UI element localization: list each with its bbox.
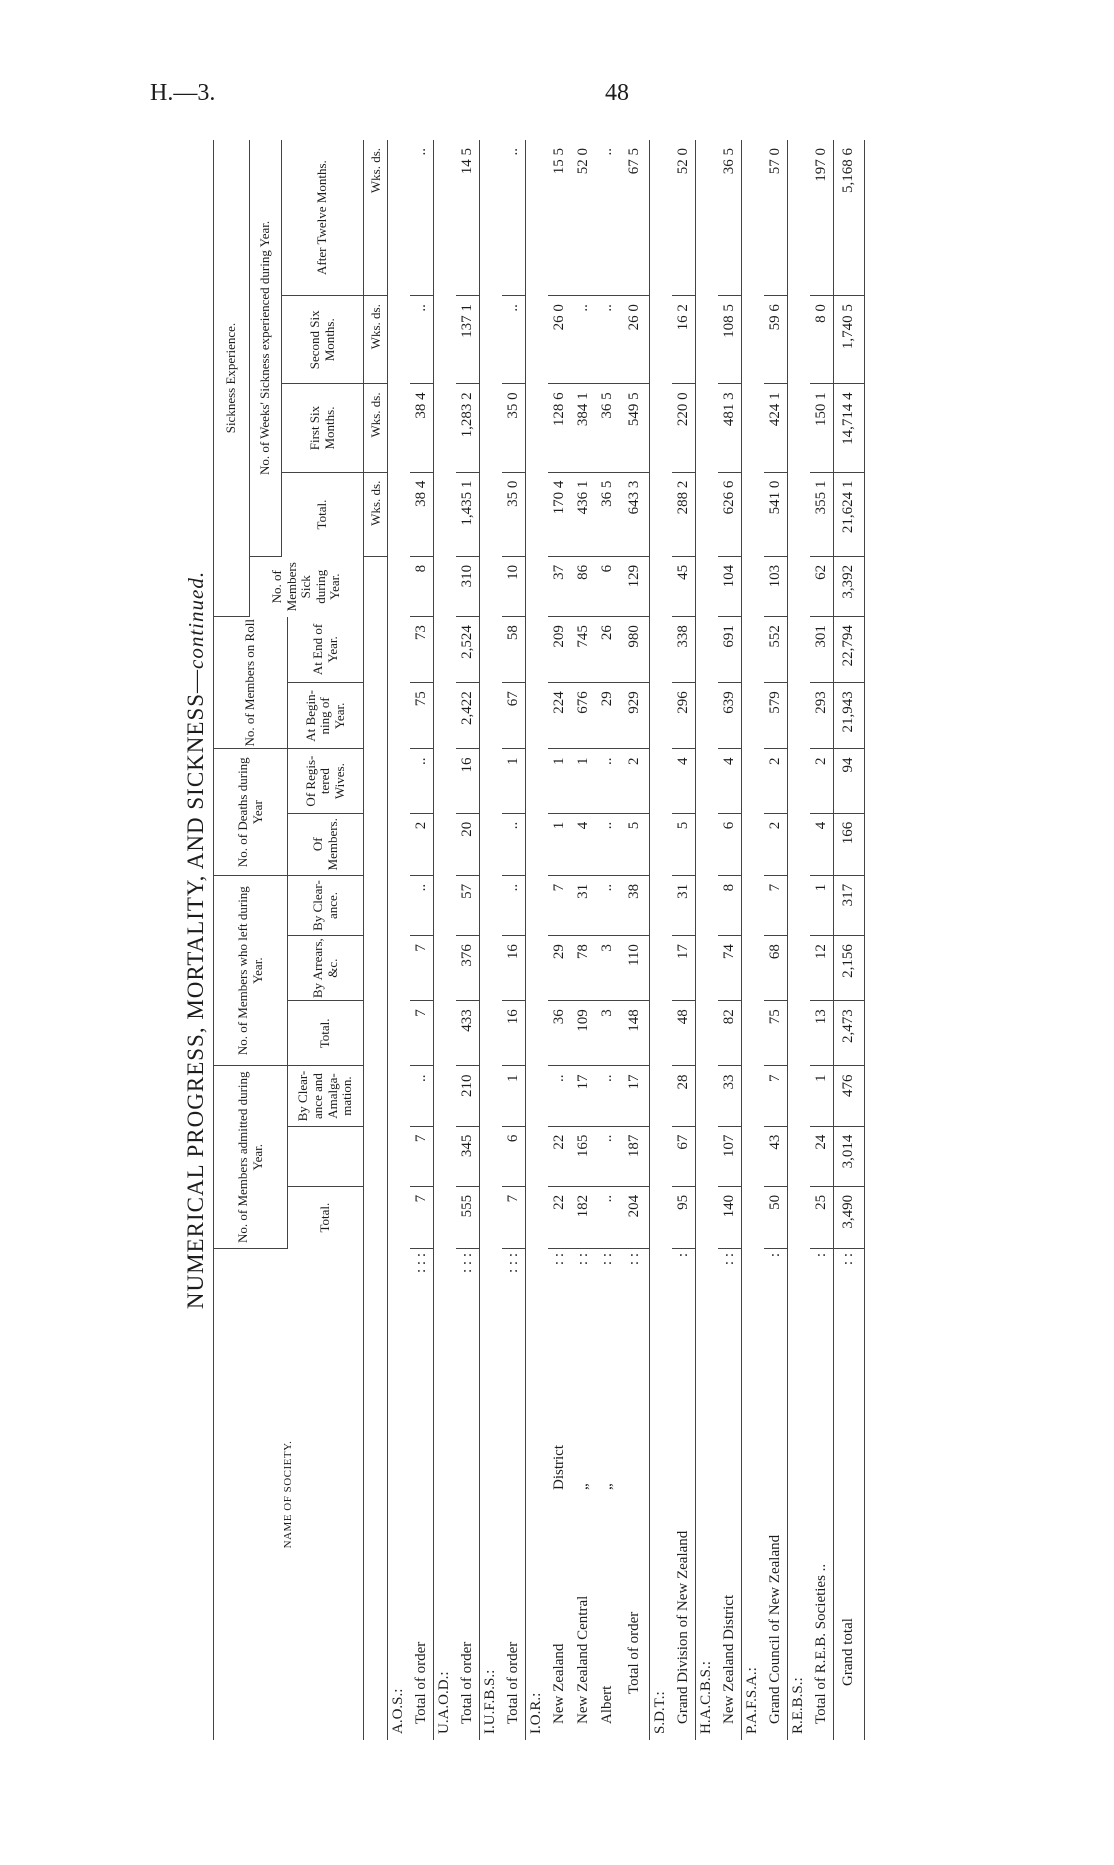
- cell-weeks-second: ..: [502, 296, 526, 384]
- col-deaths-members: Of Members.: [288, 813, 364, 875]
- cell-weeks-first: 481 3: [718, 384, 742, 472]
- table-body: [364, 140, 865, 1740]
- cell-admitted-clearance: ..: [596, 1066, 620, 1126]
- group-heading: I.U.F.B.S.:: [480, 140, 502, 1740]
- cell-admitted-clearance: 1: [502, 1066, 526, 1126]
- cell-weeks-first: 36 5: [596, 384, 620, 472]
- table-row: [502, 140, 526, 1740]
- col-sick-header: No. of Members Sick during Year.: [250, 556, 364, 616]
- cell-sick: 310: [456, 556, 480, 616]
- table-row: [548, 140, 572, 1740]
- table-row: [572, 140, 596, 1740]
- cell-sick: 104: [718, 556, 742, 616]
- group-heading-row: [788, 140, 810, 1740]
- cell-left-arrears: 3: [596, 936, 620, 1001]
- cell-deaths-wives: 16: [456, 749, 480, 813]
- col-wk-total: Total.: [282, 472, 364, 556]
- cell-weeks-total: 626 6: [718, 472, 742, 556]
- cell-roll-end: 2,524: [456, 617, 480, 683]
- cell-left-clearance: 7: [548, 875, 572, 935]
- cell-weeks-total: 21,624 1: [834, 472, 864, 556]
- cell-admitted-total: 25: [810, 1186, 834, 1248]
- cell-weeks-after: ..: [596, 140, 620, 296]
- cell-roll-begin: 293: [810, 683, 834, 749]
- page-code: H.—3.: [150, 80, 216, 106]
- table-spacer-row: [864, 140, 865, 1740]
- cell-deaths-wives: 1: [548, 749, 572, 813]
- row-leader: :: [674, 1253, 691, 1258]
- cell-left-total: 7: [410, 1001, 434, 1066]
- row-name: [502, 1249, 526, 1741]
- table-row: [672, 140, 696, 1740]
- col-roll-begin: At Begin-ning of Year.: [288, 683, 364, 749]
- group-heading: R.E.B.S.:: [788, 140, 810, 1740]
- page-number: 48: [605, 80, 629, 106]
- group-heading: P.A.F.S.A.:: [742, 140, 764, 1740]
- cell-admitted-initiation: 345: [456, 1126, 480, 1186]
- cell-admitted-clearance: 476: [834, 1066, 864, 1126]
- cell-roll-end: 209: [548, 617, 572, 683]
- row-leader: : : :: [458, 1253, 475, 1274]
- col-wk-second: Second Six Months.: [282, 296, 364, 384]
- row-name-text: New Zealand District: [720, 1594, 737, 1724]
- units-row: [364, 140, 388, 1740]
- cell-left-total: 3: [596, 1001, 620, 1066]
- col-admitted-group: No. of Members admitted during Year.: [214, 1066, 288, 1249]
- cell-left-total: 16: [502, 1001, 526, 1066]
- units-spacer: [364, 556, 388, 1740]
- cell-deaths-wives: 2: [620, 749, 650, 813]
- cell-roll-end: 745: [572, 617, 596, 683]
- row-name: [810, 1249, 834, 1741]
- cell-deaths-members: 5: [672, 813, 696, 875]
- cell-left-clearance: 1: [810, 875, 834, 935]
- units-cell: Wks. ds.: [364, 140, 388, 296]
- cell-sick: 62: [810, 556, 834, 616]
- cell-admitted-total: 7: [410, 1186, 434, 1248]
- cell-left-arrears: 16: [502, 936, 526, 1001]
- cell-weeks-total: 38 4: [410, 472, 434, 556]
- cell-weeks-total: 436 1: [572, 472, 596, 556]
- cell-roll-end: 552: [764, 617, 788, 683]
- row-name: [764, 1249, 788, 1741]
- cell-admitted-clearance: 17: [620, 1066, 650, 1126]
- cell-weeks-after: 15 5: [548, 140, 572, 296]
- cell-weeks-second: ..: [410, 296, 434, 384]
- cell-weeks-second: 26 0: [548, 296, 572, 384]
- cell-weeks-after: 57 0: [764, 140, 788, 296]
- row-name: [718, 1249, 742, 1741]
- cell-sick: 45: [672, 556, 696, 616]
- row-leader: :: [812, 1253, 829, 1258]
- cell-left-arrears: 12: [810, 936, 834, 1001]
- cell-weeks-after: 52 0: [672, 140, 696, 296]
- col-wk-after: After Twelve Months.: [282, 140, 364, 296]
- cell-left-clearance: ..: [502, 875, 526, 935]
- cell-deaths-members: 4: [572, 813, 596, 875]
- cell-sick: 37: [548, 556, 572, 616]
- group-heading-row: [650, 140, 672, 1740]
- cell-admitted-initiation: 6: [502, 1126, 526, 1186]
- row-name: [596, 1249, 620, 1741]
- cell-deaths-members: 1: [548, 813, 572, 875]
- row-name-text: New Zealand Central: [575, 1595, 591, 1724]
- cell-deaths-wives: ..: [410, 749, 434, 813]
- cell-admitted-total: 555: [456, 1186, 480, 1248]
- cell-deaths-wives: 94: [834, 749, 864, 813]
- group-heading: S.D.T.:: [650, 140, 672, 1740]
- group-heading-row: [480, 140, 502, 1740]
- cell-left-total: 148: [620, 1001, 650, 1066]
- cell-weeks-second: 8 0: [810, 296, 834, 384]
- col-deaths-group: No. of Deaths during Year: [214, 749, 288, 875]
- col-roll-end: At End of Year.: [288, 617, 364, 683]
- row-leader: : :: [840, 1253, 857, 1266]
- title-continued: continued.: [184, 570, 208, 669]
- cell-weeks-after: 52 0: [572, 140, 596, 296]
- cell-deaths-members: 4: [810, 813, 834, 875]
- cell-admitted-clearance: 1: [810, 1066, 834, 1126]
- cell-admitted-clearance: 28: [672, 1066, 696, 1126]
- row-leader: :: [766, 1253, 783, 1258]
- cell-left-clearance: 8: [718, 875, 742, 935]
- cell-admitted-initiation: 3,014: [834, 1126, 864, 1186]
- row-name-text: Grand Division of New Zealand: [674, 1530, 691, 1724]
- group-heading-row: [434, 140, 456, 1740]
- cell-roll-begin: 929: [620, 683, 650, 749]
- cell-left-arrears: 74: [718, 936, 742, 1001]
- cell-sick: 6: [596, 556, 620, 616]
- cell-sick: 10: [502, 556, 526, 616]
- cell-left-clearance: 31: [572, 875, 596, 935]
- title-main: NUMERICAL PROGRESS, MORTALITY, AND SICKNESS—: [183, 668, 208, 1310]
- col-admitted-clearance: By Clear-ance and Amalga-mation.: [288, 1066, 364, 1126]
- cell-admitted-clearance: 17: [572, 1066, 596, 1126]
- cell-weeks-total: 1,435 1: [456, 472, 480, 556]
- cell-deaths-members: ..: [502, 813, 526, 875]
- col-left-total: Total.: [288, 1001, 364, 1066]
- row-leader: : :: [625, 1253, 642, 1266]
- group-heading-row: [742, 140, 764, 1740]
- cell-roll-begin: 676: [572, 683, 596, 749]
- cell-weeks-second: 137 1: [456, 296, 480, 384]
- cell-left-arrears: 2,156: [834, 936, 864, 1001]
- table-spacer: [864, 140, 865, 1740]
- cell-roll-end: 22,794: [834, 617, 864, 683]
- table-row: [764, 140, 788, 1740]
- cell-left-arrears: 7: [410, 936, 434, 1001]
- col-deaths-wives: Of Regis-tered Wives.: [288, 749, 364, 813]
- cell-weeks-after: 197 0: [810, 140, 834, 296]
- units-cell: Wks. ds.: [364, 472, 388, 556]
- cell-deaths-wives: 4: [718, 749, 742, 813]
- cell-weeks-after: 14 5: [456, 140, 480, 296]
- group-heading-row: [526, 140, 548, 1740]
- cell-left-clearance: 7: [764, 875, 788, 935]
- units-cell: Wks. ds.: [364, 296, 388, 384]
- cell-weeks-first: 384 1: [572, 384, 596, 472]
- cell-admitted-total: 95: [672, 1186, 696, 1248]
- cell-weeks-after: 67 5: [620, 140, 650, 296]
- cell-roll-begin: 2,422: [456, 683, 480, 749]
- cell-weeks-second: 26 0: [620, 296, 650, 384]
- cell-weeks-total: 170 4: [548, 472, 572, 556]
- cell-sick: 129: [620, 556, 650, 616]
- row-name-text: Total of order: [504, 1641, 521, 1724]
- cell-admitted-total: 204: [620, 1186, 650, 1248]
- row-name-extra: „: [599, 1483, 615, 1490]
- cell-weeks-first: 150 1: [810, 384, 834, 472]
- cell-left-arrears: 110: [620, 936, 650, 1001]
- cell-weeks-first: 38 4: [410, 384, 434, 472]
- cell-weeks-total: 288 2: [672, 472, 696, 556]
- cell-left-arrears: 376: [456, 936, 480, 1001]
- cell-admitted-total: 3,490: [834, 1186, 864, 1248]
- group-heading: H.A.C.B.S.:: [696, 140, 718, 1740]
- row-name-text: Grand total: [840, 1618, 857, 1686]
- units-cell: Wks. ds.: [364, 384, 388, 472]
- cell-weeks-total: 36 5: [596, 472, 620, 556]
- row-leader: : :: [720, 1253, 737, 1266]
- cell-weeks-second: ..: [572, 296, 596, 384]
- cell-roll-begin: 579: [764, 683, 788, 749]
- cell-roll-end: 301: [810, 617, 834, 683]
- cell-weeks-total: 35 0: [502, 472, 526, 556]
- row-name: [620, 1249, 650, 1741]
- row-leader: : : :: [412, 1253, 429, 1274]
- row-name-text: Albert: [599, 1685, 615, 1724]
- cell-deaths-members: 166: [834, 813, 864, 875]
- cell-deaths-members: 5: [620, 813, 650, 875]
- cell-left-arrears: 29: [548, 936, 572, 1001]
- row-leader: : :: [599, 1253, 615, 1266]
- cell-left-clearance: ..: [410, 875, 434, 935]
- cell-left-total: 48: [672, 1001, 696, 1066]
- cell-left-total: 13: [810, 1001, 834, 1066]
- group-heading: A.O.S.:: [388, 140, 410, 1740]
- cell-weeks-second: ..: [596, 296, 620, 384]
- cell-roll-begin: 67: [502, 683, 526, 749]
- cell-deaths-wives: 2: [764, 749, 788, 813]
- row-leader: : :: [575, 1253, 591, 1266]
- cell-roll-begin: 224: [548, 683, 572, 749]
- col-left-arrears: By Arrears, &c.: [288, 936, 364, 1001]
- cell-left-total: 433: [456, 1001, 480, 1066]
- cell-admitted-clearance: ..: [410, 1066, 434, 1126]
- row-name: [672, 1249, 696, 1741]
- group-heading: I.O.R.:: [526, 140, 548, 1740]
- row-name: [548, 1249, 572, 1741]
- cell-admitted-initiation: 187: [620, 1126, 650, 1186]
- cell-deaths-members: 6: [718, 813, 742, 875]
- table-row: [718, 140, 742, 1740]
- row-name-text: Total of order: [412, 1641, 429, 1724]
- cell-roll-end: 26: [596, 617, 620, 683]
- cell-admitted-initiation: 107: [718, 1126, 742, 1186]
- cell-weeks-first: 128 6: [548, 384, 572, 472]
- cell-left-total: 109: [572, 1001, 596, 1066]
- row-leader: : : :: [504, 1253, 521, 1274]
- cell-roll-begin: 29: [596, 683, 620, 749]
- rotated-table-block: [183, 140, 857, 1740]
- cell-left-total: 2,473: [834, 1001, 864, 1066]
- col-sickness-group: Sickness Experience.: [214, 140, 250, 617]
- row-name: [834, 1249, 864, 1741]
- cell-admitted-total: 50: [764, 1186, 788, 1248]
- col-name-header: NAME OF SOCIETY.: [214, 1249, 364, 1741]
- sickness-table: [213, 140, 865, 1740]
- row-name-extra: District: [551, 1445, 567, 1490]
- cell-admitted-total: 22: [548, 1186, 572, 1248]
- col-wk-first: First Six Months.: [282, 384, 364, 472]
- group-heading-row: [696, 140, 718, 1740]
- cell-deaths-wives: 4: [672, 749, 696, 813]
- col-weeks-group: No. of Weeks' Sickness experienced during Year.: [250, 140, 282, 556]
- cell-weeks-first: 549 5: [620, 384, 650, 472]
- group-heading: U.A.O.D.:: [434, 140, 456, 1740]
- cell-deaths-wives: ..: [596, 749, 620, 813]
- page-title: [183, 140, 213, 1740]
- cell-left-clearance: 38: [620, 875, 650, 935]
- cell-weeks-second: 16 2: [672, 296, 696, 384]
- cell-sick: 3,392: [834, 556, 864, 616]
- row-name: [410, 1249, 434, 1741]
- row-name: [456, 1249, 480, 1741]
- cell-deaths-members: ..: [596, 813, 620, 875]
- cell-admitted-clearance: 210: [456, 1066, 480, 1126]
- cell-deaths-wives: 1: [502, 749, 526, 813]
- cell-roll-end: 691: [718, 617, 742, 683]
- cell-admitted-initiation: 165: [572, 1126, 596, 1186]
- cell-deaths-wives: 1: [572, 749, 596, 813]
- table-row: [620, 140, 650, 1740]
- cell-admitted-initiation: 43: [764, 1126, 788, 1186]
- group-heading-row: [388, 140, 410, 1740]
- cell-weeks-total: 355 1: [810, 472, 834, 556]
- cell-left-total: 36: [548, 1001, 572, 1066]
- cell-roll-begin: 75: [410, 683, 434, 749]
- cell-admitted-initiation: 67: [672, 1126, 696, 1186]
- cell-roll-end: 980: [620, 617, 650, 683]
- col-roll-group: No. of Members on Roll: [214, 617, 288, 749]
- row-name: [572, 1249, 596, 1741]
- table-row: [834, 140, 864, 1740]
- cell-weeks-after: ..: [410, 140, 434, 296]
- row-name-text: Total of order: [625, 1611, 642, 1694]
- cell-deaths-members: 2: [764, 813, 788, 875]
- cell-weeks-after: 5,168 6: [834, 140, 864, 296]
- row-name-extra: „: [575, 1483, 591, 1490]
- cell-admitted-clearance: 7: [764, 1066, 788, 1126]
- cell-sick: 8: [410, 556, 434, 616]
- cell-left-clearance: 317: [834, 875, 864, 935]
- col-left-clearance: By Clear-ance.: [288, 875, 364, 935]
- cell-weeks-first: 1,283 2: [456, 384, 480, 472]
- cell-admitted-clearance: ..: [548, 1066, 572, 1126]
- cell-weeks-second: 1,740 5: [834, 296, 864, 384]
- cell-weeks-after: 36 5: [718, 140, 742, 296]
- cell-admitted-initiation: ..: [596, 1126, 620, 1186]
- cell-deaths-members: 2: [410, 813, 434, 875]
- row-name-text: New Zealand: [551, 1643, 567, 1724]
- cell-weeks-first: 35 0: [502, 384, 526, 472]
- cell-weeks-total: 643 3: [620, 472, 650, 556]
- cell-deaths-wives: 2: [810, 749, 834, 813]
- cell-roll-end: 338: [672, 617, 696, 683]
- cell-weeks-after: ..: [502, 140, 526, 296]
- cell-roll-end: 58: [502, 617, 526, 683]
- row-name-text: Total of order: [458, 1641, 475, 1724]
- cell-left-clearance: 31: [672, 875, 696, 935]
- cell-admitted-total: 7: [502, 1186, 526, 1248]
- cell-admitted-initiation: 24: [810, 1126, 834, 1186]
- col-admitted-initiation: [288, 1126, 364, 1186]
- row-name-text: Grand Council of New Zealand: [766, 1534, 783, 1724]
- row-name-text: Total of R.E.B. Societies ..: [812, 1563, 829, 1724]
- cell-admitted-clearance: 33: [718, 1066, 742, 1126]
- cell-weeks-first: 424 1: [764, 384, 788, 472]
- cell-sick: 86: [572, 556, 596, 616]
- cell-admitted-initiation: 7: [410, 1126, 434, 1186]
- table-row: [596, 140, 620, 1740]
- row-leader: : :: [551, 1253, 567, 1266]
- table-row: [410, 140, 434, 1740]
- table-row: [456, 140, 480, 1740]
- cell-admitted-total: 140: [718, 1186, 742, 1248]
- cell-deaths-members: 20: [456, 813, 480, 875]
- cell-admitted-initiation: 22: [548, 1126, 572, 1186]
- cell-roll-begin: 639: [718, 683, 742, 749]
- cell-admitted-total: 182: [572, 1186, 596, 1248]
- col-admitted-total: Total.: [288, 1186, 364, 1248]
- cell-roll-begin: 21,943: [834, 683, 864, 749]
- cell-weeks-second: 59 6: [764, 296, 788, 384]
- cell-admitted-total: ..: [596, 1186, 620, 1248]
- cell-left-arrears: 68: [764, 936, 788, 1001]
- cell-sick: 103: [764, 556, 788, 616]
- cell-left-clearance: 57: [456, 875, 480, 935]
- cell-weeks-first: 220 0: [672, 384, 696, 472]
- cell-left-arrears: 78: [572, 936, 596, 1001]
- cell-weeks-first: 14,714 4: [834, 384, 864, 472]
- cell-weeks-second: 108 5: [718, 296, 742, 384]
- cell-left-total: 75: [764, 1001, 788, 1066]
- table-row: [810, 140, 834, 1740]
- cell-left-arrears: 17: [672, 936, 696, 1001]
- cell-left-total: 82: [718, 1001, 742, 1066]
- col-left-group: No. of Members who left during Year.: [214, 875, 288, 1066]
- cell-roll-end: 73: [410, 617, 434, 683]
- cell-left-clearance: ..: [596, 875, 620, 935]
- cell-weeks-total: 541 0: [764, 472, 788, 556]
- cell-roll-begin: 296: [672, 683, 696, 749]
